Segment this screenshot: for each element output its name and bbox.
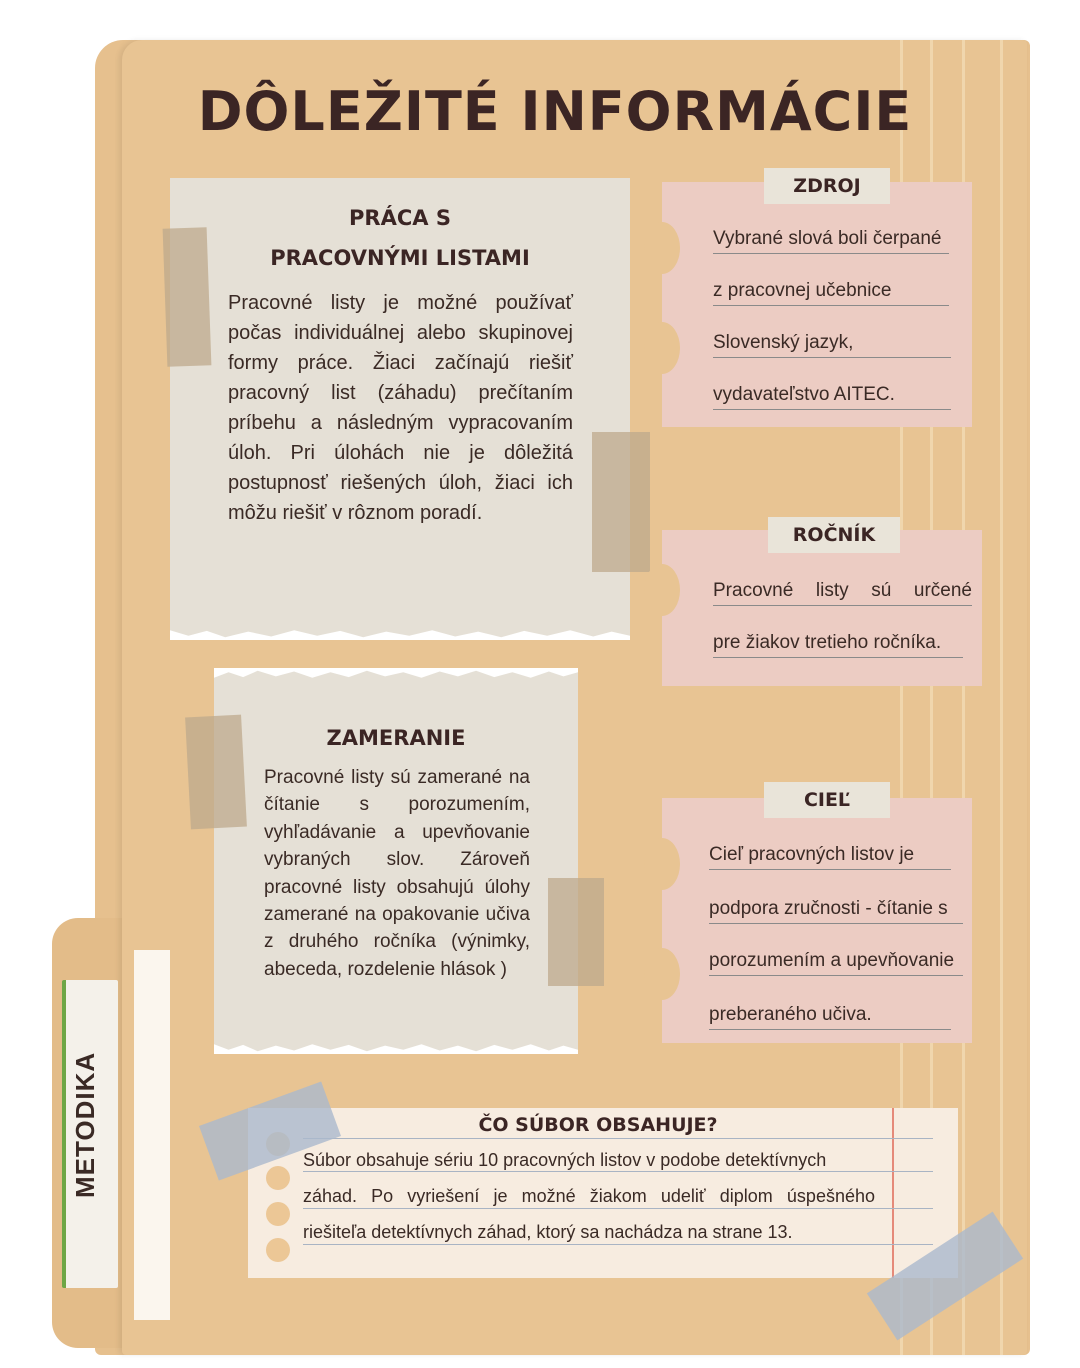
practice-heading-line2: PRACOVNÝMI LISTAMI — [270, 246, 530, 270]
tape-strip — [163, 227, 212, 366]
tape-strip — [548, 878, 604, 986]
contents-line: Súbor obsahuje sériu 10 pracovných listov v podobe detektívnych — [303, 1150, 827, 1170]
folder-pocket — [134, 950, 170, 1320]
focus-heading: ZAMERANIE — [326, 726, 466, 750]
card-notch — [644, 222, 680, 274]
goal-label: CIEĽ — [764, 782, 890, 818]
source-line: Vybrané slová boli čerpané — [713, 228, 949, 254]
practice-text: Pracovné listy je možné používať počas individuálnej alebo skupinovej formy práce. Žiaci začínajú riešiť pracovný list (záhadu) prečítaním príbehu a následným vypracovaním úloh. Pri úlohách nie je dôležitá postupnosť riešených úloh, žiaci ich môžu riešiť v rôznom poradí. — [228, 292, 573, 524]
tape-strip — [185, 715, 247, 830]
goal-line: preberaného učiva. — [709, 1004, 951, 1030]
contents-line: záhad. Po vyriešení je možné žiakom udeliť diplom úspešného — [303, 1186, 875, 1206]
torn-edge — [214, 1040, 578, 1054]
contents-heading: ČO SÚBOR OBSAHUJE? — [478, 1114, 718, 1136]
card-notch — [644, 564, 680, 616]
note-hole — [266, 1238, 290, 1262]
source-line: z pracovnej učebnice — [713, 280, 949, 306]
source-label: ZDROJ — [764, 168, 890, 204]
source-card — [662, 182, 972, 427]
practice-card — [170, 178, 630, 640]
focus-card — [214, 668, 578, 1054]
torn-edge — [214, 668, 578, 682]
note-hole — [266, 1202, 290, 1226]
folder-tab-label: METODIKA — [70, 1051, 100, 1198]
goal-card — [662, 798, 972, 1043]
note-rule — [303, 1171, 933, 1172]
note-rule — [303, 1208, 933, 1209]
folder-stripe — [1000, 40, 1003, 1355]
tape-strip — [592, 432, 650, 572]
page-title: DÔLEŽITÉ INFORMÁCIE — [197, 80, 913, 143]
source-line: Slovenský jazyk, — [713, 332, 951, 358]
goal-line: Cieľ pracovných listov je — [709, 844, 951, 870]
note-rule — [303, 1138, 933, 1139]
goal-line: porozumením a upevňovanie — [709, 950, 963, 976]
contents-line: riešiteľa detektívnych záhad, ktorý sa nachádza na strane 13. — [303, 1222, 793, 1242]
goal-line: podpora zručnosti - čítanie s — [709, 898, 963, 924]
grade-line: pre žiakov tretieho ročníka. — [713, 632, 963, 658]
grade-line: Pracovné listy sú určené — [713, 580, 972, 606]
grade-label: ROČNÍK — [768, 517, 900, 553]
note-rule — [303, 1244, 933, 1245]
grade-card — [662, 530, 982, 686]
card-notch — [644, 322, 680, 374]
card-notch — [644, 838, 680, 890]
practice-heading-line1: PRÁCA S — [349, 206, 451, 230]
source-line: vydavateľstvo AITEC. — [713, 384, 951, 410]
contents-note — [248, 1108, 958, 1278]
card-notch — [644, 948, 680, 1000]
torn-edge — [170, 626, 630, 640]
focus-text: Pracovné listy sú zamerané na čítanie s porozumením, vyhľadávanie a upevňovanie vybraných slov. Zároveň pracovné listy obsahujú úlohy zamerané na opakovanie učiva z druhého ročníka (výnimky, abeceda, rozdelenie hlások ) — [264, 767, 530, 980]
note-hole — [266, 1166, 290, 1190]
